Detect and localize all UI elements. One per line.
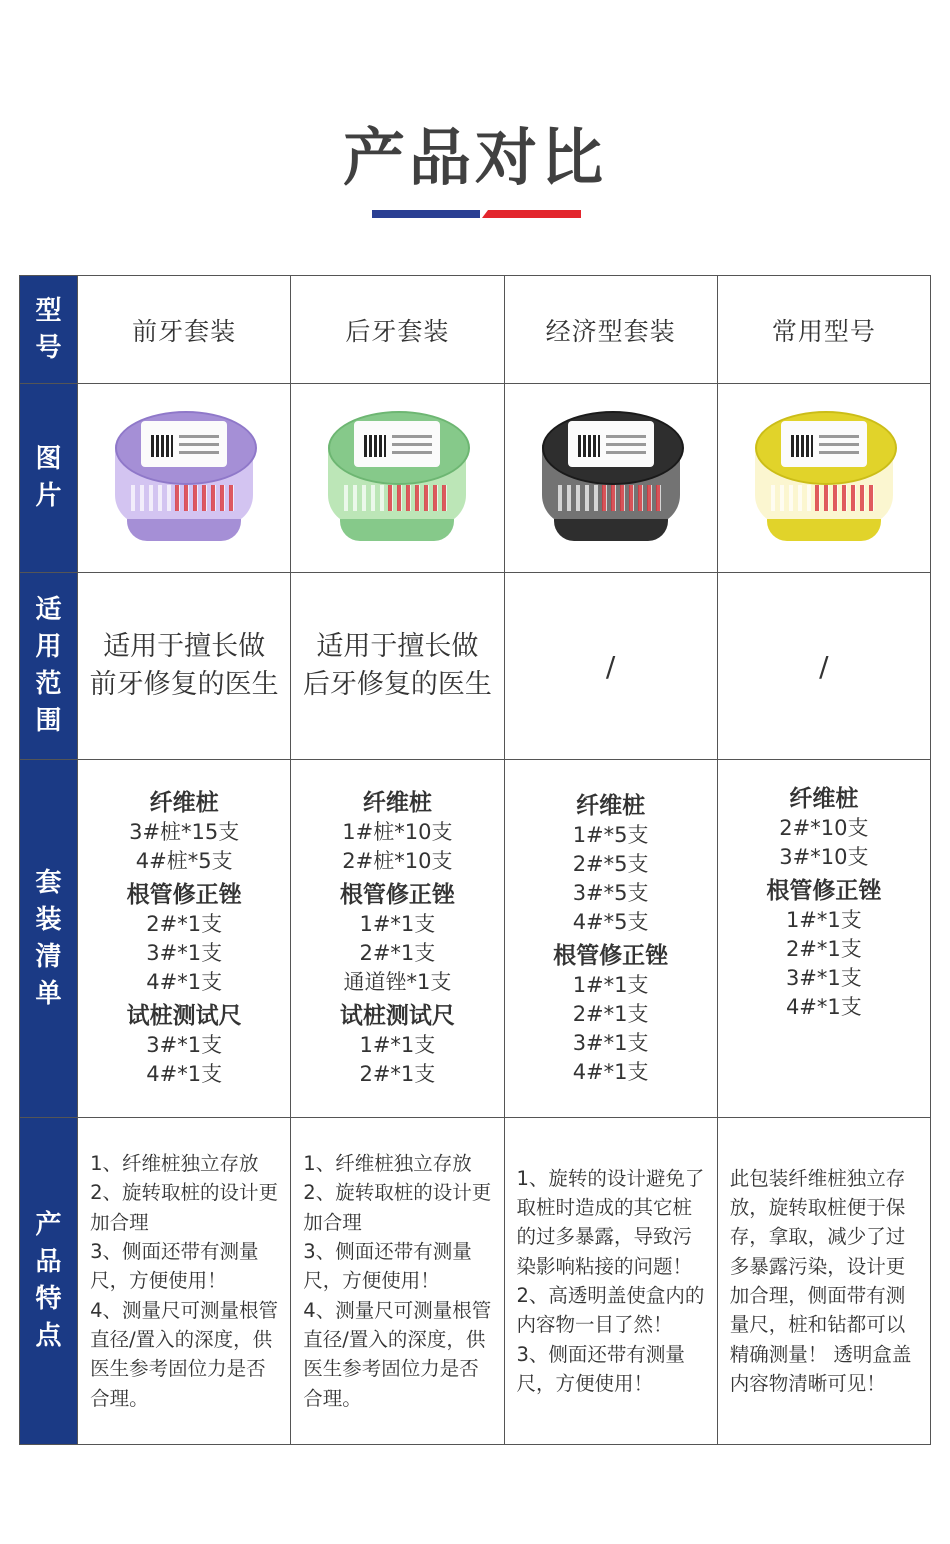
qr-code-icon [791,435,813,457]
label-line [819,435,859,438]
label-line [179,435,219,438]
row-features [20,1118,931,1445]
model-name: 常用型号 [771,316,876,346]
row-package-list [20,760,931,1118]
model-name: 经济型套装 [545,316,676,346]
box-label [781,421,867,467]
label-line [179,451,219,454]
label-line [392,443,432,446]
product-image-purple-box [111,411,257,545]
row-header-model: 型 号 [20,276,78,384]
label-line [606,443,646,446]
feature-text: 此包装纤维桩独立存放，旋转取桩便于保存，拿取，减少了过多暴露污染，设计更加合理，侧面带有测量尺，桩和钻都可以精确测量！ 透明盒盖内容物清晰可见！ [729,1166,912,1395]
box-pins [175,485,235,511]
package-list: 纤维桩 3#桩*15支 4#桩*5支 根管修正锉 2#*1支 3#*1支 4#*1支 试桩测试尺 3#*1支 4#*1支 [126,790,242,1086]
label-line [179,443,219,446]
label-line [819,451,859,454]
label-line [392,451,432,454]
underline-red-segment [482,210,581,218]
box-pins [815,485,875,511]
box-label [354,421,440,467]
feature-text: 1、旋转的设计避免了取桩时造成的其它桩的过多暴露，导致污染影响粘接的问题！ 2、高透明盖使盒内的内容物一目了然！ 3、侧面还带有测量尺，方便使用！ [516,1166,705,1395]
package-list: 纤维桩 2#*10支 3#*10支 根管修正锉 1#*1支 2#*1支 3#*1支 4#*1支 [766,785,882,1019]
model-name: 前牙套装 [132,316,237,346]
box-base [767,519,881,541]
box-label [141,421,227,467]
row-image [20,384,931,573]
box-pins [602,485,662,511]
label-line [819,443,859,446]
label-line [392,435,432,438]
box-base [127,519,241,541]
scope-text: / [819,649,829,683]
product-image-black-box [538,411,684,545]
scope-text: 适用于擅长做 后牙修复的医生 [302,631,492,700]
feature-text: 1、纤维桩独立存放 2、旋转取桩的设计更加合理 3、侧面还带有测量尺，方便使用！ 4、测量尺可测量根管直径/置入的深度，供医生参考固位力是否合理。 [90,1152,278,1410]
row-header-features: 产 品 特 点 [20,1118,78,1445]
qr-code-icon [364,435,386,457]
row-header-scope: 适 用 范 围 [20,573,78,760]
qr-code-icon [151,435,173,457]
scope-text: 适用于擅长做 前牙修复的医生 [89,631,279,700]
page-title: 产品对比 [342,121,607,194]
label-line [606,451,646,454]
comparison-table [19,275,931,1445]
scope-text: / [605,649,616,683]
qr-code-icon [578,435,600,457]
box-base [340,519,454,541]
package-list: 纤维桩 1#*5支 2#*5支 3#*5支 4#*5支 根管修正锉 1#*1支 2#*1支 3#*1支 4#*1支 [553,792,669,1084]
row-header-list: 套 装 清 单 [20,760,78,1118]
box-base [554,519,668,541]
feature-text: 1、纤维桩独立存放 2、旋转取桩的设计更加合理 3、侧面还带有测量尺，方便使用！ 4、测量尺可测量根管直径/置入的深度，供医生参考固位力是否合理。 [303,1152,492,1410]
box-pins [388,485,448,511]
box-label [568,421,654,467]
title-underline [372,210,581,218]
product-image-yellow-box [751,411,897,545]
package-list: 纤维桩 1#桩*10支 2#桩*10支 根管修正锉 1#*1支 2#*1支 通道锉*1支 试桩测试尺 1#*1支 2#*1支 [339,790,455,1086]
underline-blue-segment [372,210,480,218]
row-scope [20,573,931,760]
product-image-green-box [324,411,470,545]
label-line [606,435,646,438]
model-name: 后牙套装 [345,316,450,346]
row-header-image: 图 片 [20,384,78,573]
row-model [20,276,931,384]
